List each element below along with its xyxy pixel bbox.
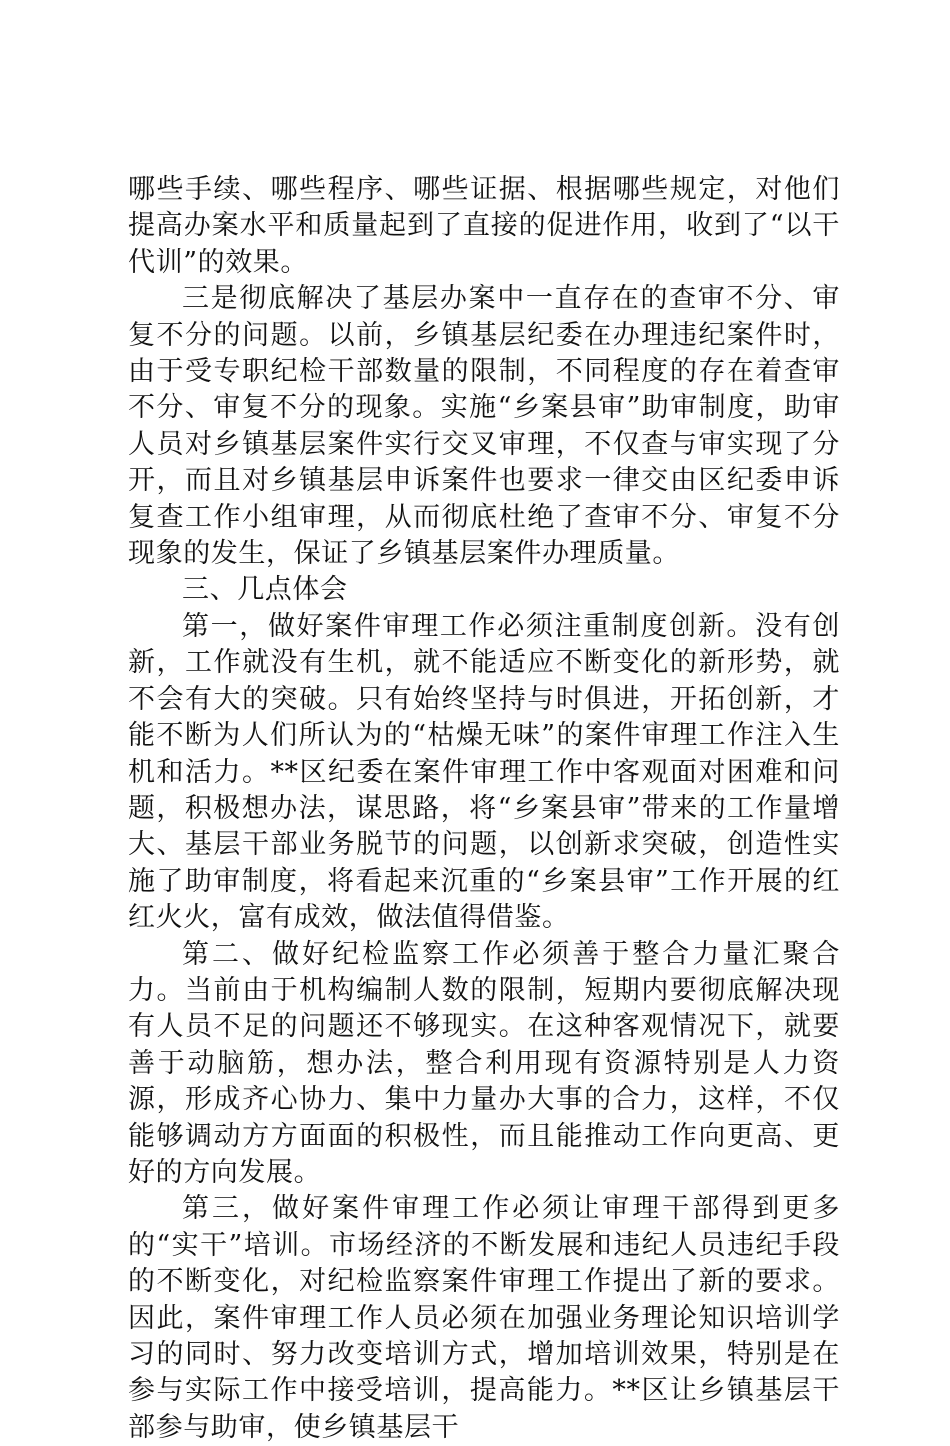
document-body [128,172,840,1446]
paragraph-third: 第三，做好案件审理工作必须让审理干部得到更多的“实干”培训。市场经济的不断发展和违纪人员违纪手段的不断变化，对纪检监察案件审理工作提出了新的要求。因此，案件审理工作人员必须在加强业务理论知识培训学习的同时、努力改变培训方式，增加培训效果，特别是在参与实际工作中接受培训，提高能力。**区让乡镇基层干部参与助审，使乡镇基层干 [128,1193,840,1443]
paragraph-continuation: 哪些手续、哪些程序、哪些证据、根据哪些规定，对他们提高办案水平和质量起到了直接的促进作用，收到了“以干代训”的效果。 [128,174,840,278]
paragraph-point-three: 三是彻底解决了基层办案中一直存在的查审不分、审复不分的问题。以前，乡镇基层纪委在办理违纪案件时，由于受专职纪检干部数量的限制，不同程度的存在着查审不分、审复不分的现象。实施“乡案县审”助审制度，助审人员对乡镇基层案件实行交叉审理，不仅查与审实现了分开，而且对乡镇基层申诉案件也要求一律交由区纪委申诉复查工作小组审理，从而彻底杜绝了查审不分、审复不分现象的发生，保证了乡镇基层案件办理质量。 [128,283,840,570]
section-heading: 三、几点体会 [182,574,348,606]
paragraph-second: 第二、做好纪检监察工作必须善于整合力量汇聚合力。当前由于机构编制人数的限制，短期内要彻底解决现有人员不足的问题还不够现实。在这种客观情况下，就要善于动脑筋，想办法，整合利用现有资源特别是人力资源，形成齐心协力、集中力量办大事的合力，这样，不仅能够调动方方面面的积极性，而且能推动工作向更高、更好的方向发展。 [128,938,840,1188]
paragraph-first: 第一，做好案件审理工作必须注重制度创新。没有创新，工作就没有生机，就不能适应不断变化的新形势，就不会有大的突破。只有始终坚持与时俱进，开拓创新，才能不断为人们所认为的“枯燥无味”的案件审理工作注入生机和活力。**区纪委在案件审理工作中客观面对困难和问题，积极想办法，谋思路，将“乡案县审”带来的工作量增大、基层干部业务脱节的问题，以创新求突破，创造性实施了助审制度，将看起来沉重的“乡案县审”工作开展的红红火火，富有成效，做法值得借鉴。 [128,610,840,934]
